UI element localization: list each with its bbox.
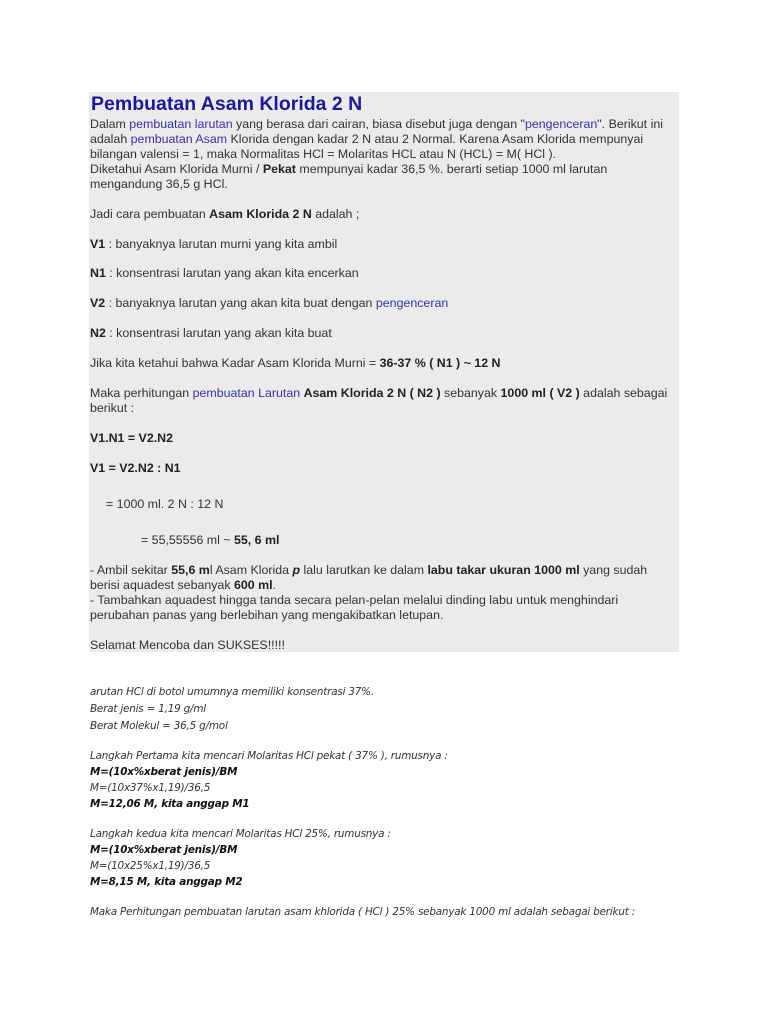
equation [141,533,279,548]
link-pengenceran-2[interactable]: pengenceran [375,296,449,310]
note-line: M=(10x25%x1,19)/36,5 [90,860,211,872]
bold-text: Pekat [262,162,296,176]
text: Dalam [90,117,130,131]
note-line: Maka Perhitungan pembuatan larutan asam khlorida ( HCl ) 25% sebanyak 1000 ml adalah sebagai berikut : [90,906,636,918]
text: : banyaknya larutan murni yang kita ambil [105,237,338,251]
text: adalah sebagai [579,386,668,400]
note-formula: M=12,06 M, kita anggap M1 [90,798,250,810]
note-formula: M=(10x%xberat jenis)/BM [90,844,238,856]
link-pembuatan-larutan-2[interactable]: pembuatan Larutan [192,386,301,400]
link-pembuatan-larutan[interactable]: pembuatan larutan [129,117,233,131]
paragraph-line [90,563,647,578]
text: Maka perhitungan [90,386,193,400]
paragraph-line [90,162,607,177]
text: = 55,55556 ml ~ [141,533,234,547]
note-formula: M=(10x%xberat jenis)/BM [90,766,238,778]
bold-text: N1 [90,266,106,280]
bold-text: Asam Klorida 2 N ( N2 ) [303,386,441,400]
text: adalah [90,132,131,146]
text: - Ambil sekitar [90,563,172,577]
note-formula: M=8,15 M, kita anggap M2 [90,876,243,888]
bold-text: 36-37 % ( N1 ) ~ 12 N [379,356,501,370]
text: l Asam Klorida [209,563,293,577]
text: sebanyak [440,386,501,400]
bold-text: V2 [90,296,106,310]
bold-text: 55,6 m [171,563,210,577]
definition-n1 [90,266,359,281]
equation [90,461,181,476]
text: : banyaknya larutan yang akan kita buat dengan [105,296,376,310]
paragraph-line [90,356,500,371]
text: : konsentrasi larutan yang akan kita encerkan [105,266,359,280]
paragraph-line [90,132,643,147]
bold-text: V1.N1 = V2.N2 [90,431,173,445]
closing-line: Selamat Mencoba dan SUKSES!!!!! [90,638,285,652]
equation [90,431,173,446]
text: lalu larutkan ke dalam [300,563,428,577]
bold-text: 1000 ml ( V2 ) [500,386,580,400]
bold-text: p [292,563,301,577]
paragraph-line [90,207,359,222]
note-line: arutan HCl di botol umumnya memiliki konsentrasi 37%. [90,686,374,698]
definition-n2 [90,326,332,341]
note-line: Berat jenis = 1,19 g/ml [90,703,206,715]
paragraph-line: berikut : [90,401,135,415]
bold-text: labu takar ukuran 1000 ml [427,563,580,577]
bold-text: V1 = V2.N2 : N1 [90,461,181,475]
paragraph-line: - Tambahkan aquadest hingga tanda secara pelan-pelan melalui dinding labu untuk menghindari [90,593,619,607]
equation: = 1000 ml. 2 N : 12 N [106,497,224,511]
bold-text: Asam Klorida 2 N [209,207,312,221]
text: : konsentrasi larutan yang akan kita buat [105,326,332,340]
paragraph-line [90,578,276,593]
text: yang sudah [579,563,648,577]
bold-text: V1 [90,237,106,251]
definition-v2 [90,296,448,311]
definition-v1 [90,237,337,252]
note-line: Langkah kedua kita mencari Molaritas HCl 25%, rumusnya : [90,828,391,840]
text: mempunyai kadar 36,5 %. berarti setiap 1000 ml larutan [295,162,608,176]
text: Jadi cara pembuatan [90,207,210,221]
paragraph-line: bilangan valensi = 1, maka Normalitas HCl = Molaritas HCL atau N (HCL) = M( HCl ). [90,147,557,161]
text: . [272,578,276,592]
text: Jika kita ketahui bahwa Kadar Asam Klorida Murni = [90,356,380,370]
note-line: M=(10x37%x1,19)/36,5 [90,782,211,794]
text: Diketahui Asam Klorida Murni / [90,162,263,176]
bold-text: 600 ml [233,578,273,592]
link-pembuatan-asam[interactable]: pembuatan Asam [130,132,228,146]
text: Klorida dengan kadar 2 N atau 2 Normal. Karena Asam Klorida mempunyai [227,132,644,146]
paragraph-line [90,386,667,401]
text: adalah ; [311,207,360,221]
paragraph-line: mengandung 36,5 g HCl. [90,177,228,191]
bold-text: N2 [90,326,106,340]
bold-text: 55, 6 ml [234,533,280,547]
note-line: Berat Molekul = 36,5 g/mol [90,720,228,732]
paragraph-line [90,117,663,132]
page-title: Pembuatan Asam Klorida 2 N [91,93,363,115]
text: yang berasa dari cairan, biasa disebut juga dengan " [232,117,525,131]
paragraph-line: perubahan panas yang berlebihan yang mengakibatkan letupan. [90,608,444,622]
text: ". Berikut ini [597,117,663,131]
text: berisi aquadest sebanyak [90,578,234,592]
note-line: Langkah Pertama kita mencari Molaritas HCl pekat ( 37% ), rumusnya : [90,750,448,762]
link-pengenceran[interactable]: pengenceran [524,117,598,131]
